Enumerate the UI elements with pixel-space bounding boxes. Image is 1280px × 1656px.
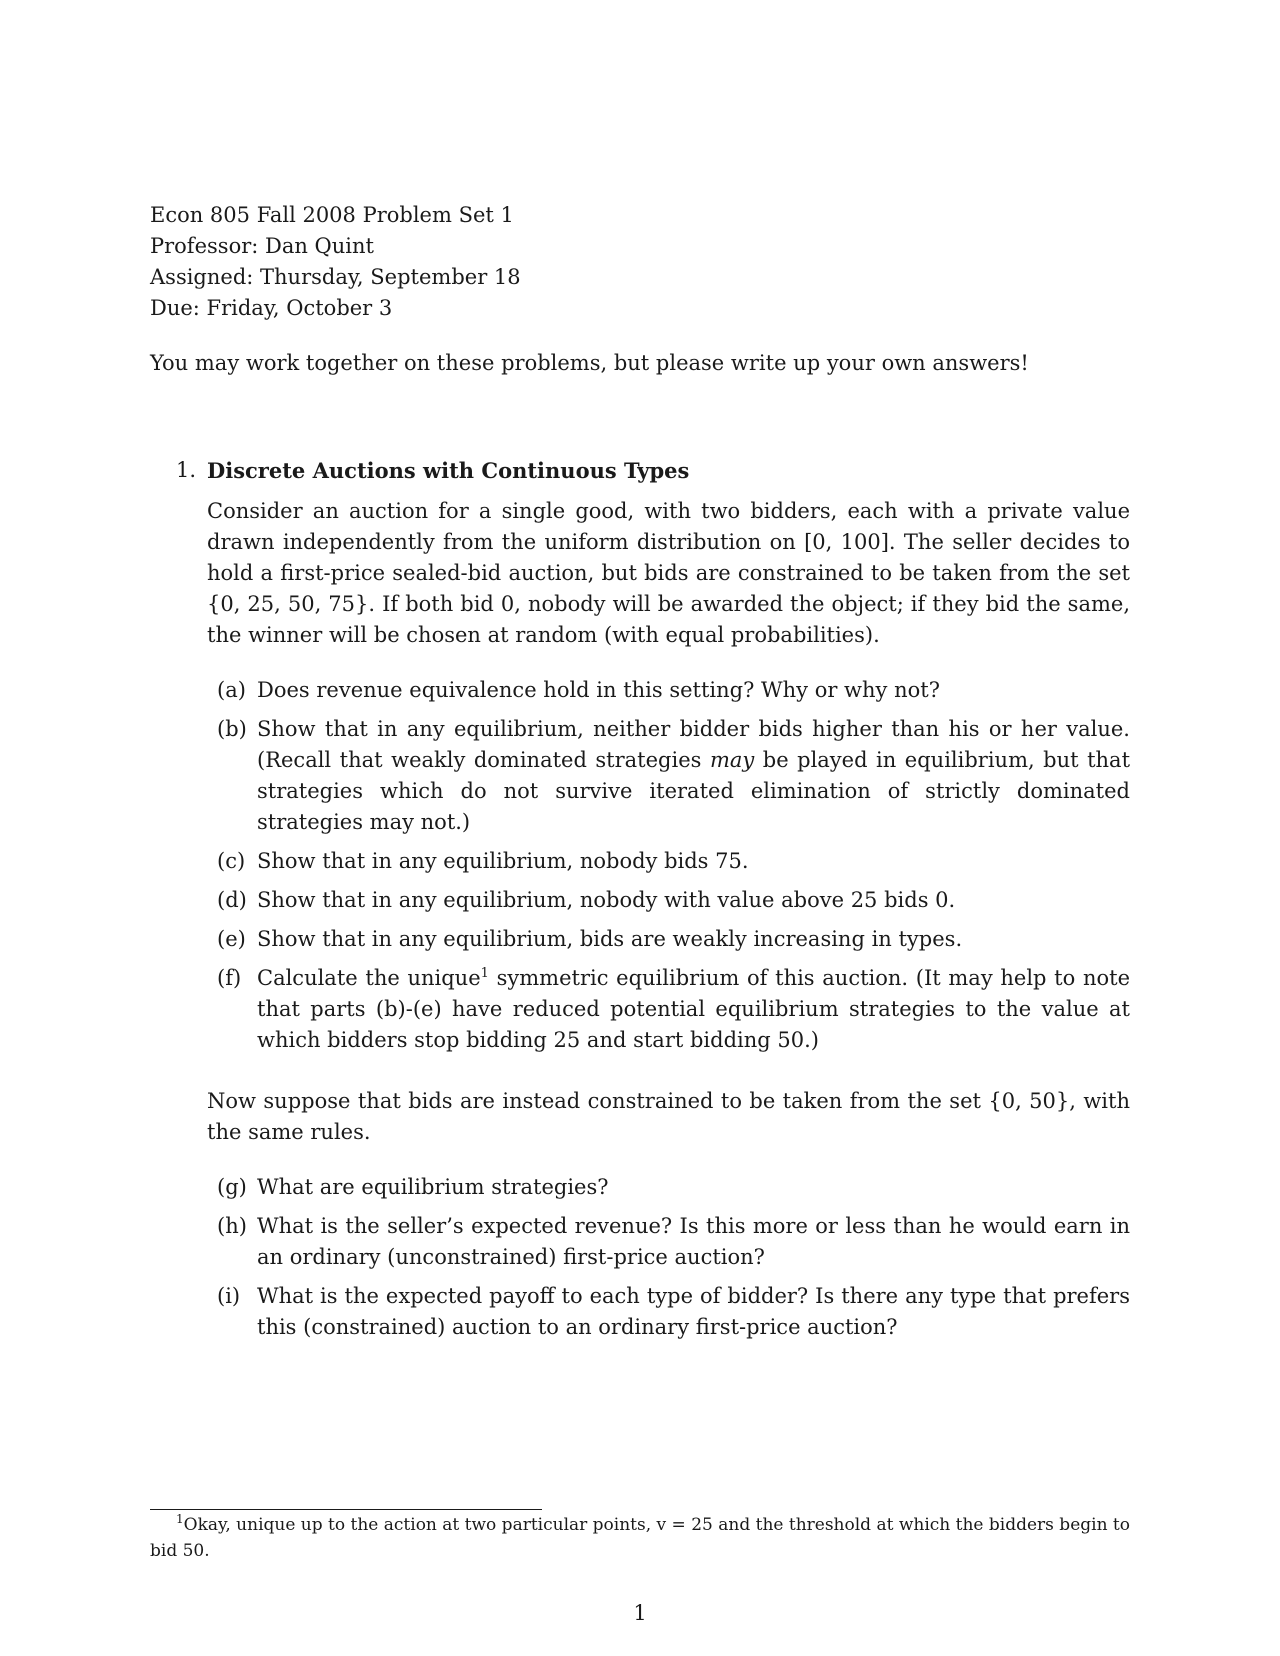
- page-content: [150, 200, 1130, 1351]
- part-text: What are equilibrium strategies?: [257, 1175, 609, 1199]
- part-text: be played in equilibrium, but that strategies which do not survive iterated elimination of strictly dominated strategies may not.): [257, 748, 1131, 834]
- problem-title: Discrete Auctions with Continuous Types: [207, 458, 690, 483]
- part-b: [207, 714, 1130, 838]
- footnote-text: Okay, unique up to the action at two particular points, v = 25 and the threshold at which the bidders begin to bid 50.: [150, 1515, 1130, 1561]
- part-e: [207, 924, 1130, 955]
- part-text: What is the expected payoff to each type of bidder? Is there any type that prefers this (constrained) auction to an ordinary first-price auction?: [257, 1284, 1130, 1339]
- part-label: (f): [217, 966, 242, 990]
- part-label: (h): [217, 1214, 247, 1238]
- part-text: Does revenue equivalence hold in this setting? Why or why not?: [257, 678, 940, 702]
- footnote: [150, 1512, 1130, 1564]
- part-text: Show that in any equilibrium, neither bidder bids higher than his or her value. (Recall that weakly dominated strategies: [257, 717, 1130, 772]
- part-label: (c): [217, 849, 246, 873]
- part-label: (b): [217, 717, 247, 741]
- footnote-divider: [150, 1509, 542, 1510]
- footnote-mark: 1: [176, 1512, 184, 1527]
- part-label: (a): [217, 678, 246, 702]
- part-text: Calculate the unique: [257, 966, 481, 990]
- problem-paragraph-2: Now suppose that bids are instead constrained to be taken from the set {0, 50}, with the same rules.: [207, 1089, 1130, 1144]
- part-f: [207, 963, 1130, 1056]
- part-list-1: [207, 675, 1130, 1056]
- intro-text: You may work together on these problems, but please write up your own answers!: [150, 351, 1029, 375]
- part-text: What is the seller’s expected revenue? Is this more or less than he would earn in an ordinary (unconstrained) first-price auction?: [257, 1214, 1130, 1269]
- part-i: [207, 1281, 1130, 1343]
- problem-number: 1.: [176, 458, 197, 482]
- part-g: [207, 1172, 1130, 1203]
- part-h: [207, 1211, 1130, 1273]
- problem-1: [150, 455, 1130, 1343]
- part-list-2: [207, 1172, 1130, 1343]
- part-text-emphasis: may: [709, 748, 755, 772]
- page-number: 1: [633, 1601, 647, 1625]
- part-label: (e): [217, 927, 246, 951]
- part-label: (g): [217, 1175, 247, 1199]
- footnote-reference[interactable]: 1: [480, 966, 489, 981]
- due-line: Due: Friday, October 3: [150, 296, 393, 320]
- part-label: (i): [217, 1284, 241, 1308]
- part-a: [207, 675, 1130, 706]
- problem-heading: [150, 455, 1130, 486]
- part-text: Show that in any equilibrium, bids are weakly increasing in types.: [257, 927, 963, 951]
- assigned-line: Assigned: Thursday, September 18: [150, 265, 521, 289]
- part-label: (d): [217, 888, 247, 912]
- course-line: Econ 805 Fall 2008 Problem Set 1: [150, 203, 514, 227]
- part-text: symmetric equilibrium of this auction. (It may help to note that parts (b)-(e) have reduced potential equilibrium strategies to the value at which bidders stop bidding 25 and start bidding 50.): [257, 966, 1130, 1052]
- part-text: Show that in any equilibrium, nobody bids 75.: [257, 849, 749, 873]
- part-d: [207, 885, 1130, 916]
- part-c: [207, 846, 1130, 877]
- part-text: Show that in any equilibrium, nobody with value above 25 bids 0.: [257, 888, 956, 912]
- problem-paragraph-1: Consider an auction for a single good, with two bidders, each with a private value drawn independently from the uniform distribution on [0, 100]. The seller decides to hold a first-price sealed-bid auction, but bids are constrained to be taken from the set {0, 25, 50, 75}. If both bid 0, nobody will be awarded the object; if they bid the same, the winner will be chosen at random (with equal probabilities).: [207, 499, 1130, 647]
- professor-line: Professor: Dan Quint: [150, 234, 374, 258]
